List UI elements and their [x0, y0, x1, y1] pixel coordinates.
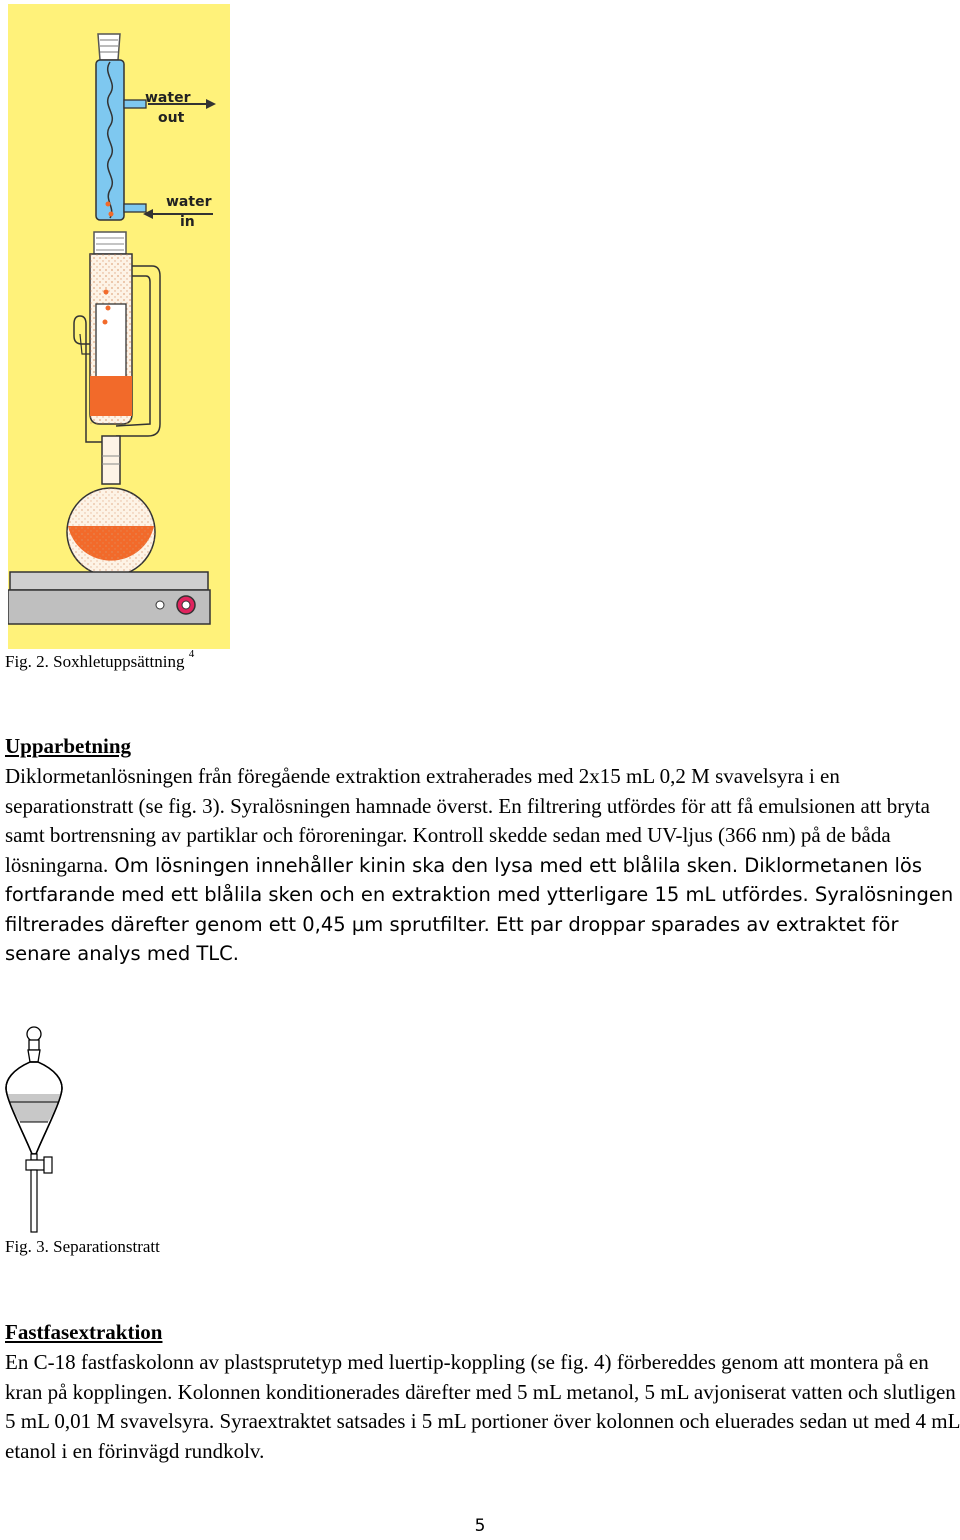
paragraph-segment-1: Diklormetanlösningen från föregående extraktion extraherades med 2x15 mL 0,2 M svavelsyra i en separationstratt (se fig. 3). Syralösningen hamnade överst. En filtrering utfördes för att få emulsionen att bryta samt bortrensning av partiklar och föroreningar. Kontroll skedde sedan med UV-ljus (366 nm) på de båda lösningarna.: [5, 764, 930, 877]
paragraph-fastfasextraktion: En C-18 fastfaskolonn av plastsprutetyp med luertip-koppling (se fig. 4) förbereddes genom att montera på en kran på kopplingen. Kolonnen konditionerades därefter med 5 mL metanol, 5 mL avjoniserat vatten och slutligen 5 mL 0,01 M svavelsyra. Syraextraktet satsades i 5 mL portioner över kolonnen och eluerades sedan ut med 4 mL etanol i en förinvägd rundkolv.: [5, 1350, 960, 1463]
paragraph-upparbetning: [5, 762, 960, 969]
soxhlet-figure: [8, 4, 230, 649]
water-out-label-2: out: [158, 110, 185, 126]
separatory-funnel-figure: [2, 1024, 72, 1234]
paragraph-segment-2: Om lösningen innehåller kinin ska den lysa med ett blålila sken. Diklormetanen lös fortfarande med ett blålila sken och en extraktion med ytterligare 15 mL utfördes. Syralösningen filtrerades därefter genom ett 0,45 µm sprutfilter. Ett par droppar sparades av extraktet för senare analys med TLC.: [5, 853, 954, 965]
figure-2-caption: Fig. 2. Soxhletuppsättning $^4$: [5, 648, 195, 671]
water-out-label-1: water: [145, 90, 191, 106]
figure-3-caption: Fig. 3. Separationstratt: [5, 1237, 160, 1256]
hotplate: [10, 572, 208, 590]
page-number: 5: [474, 1516, 486, 1536]
section-heading-fastfasextraktion: Fastfasextraktion: [5, 1320, 163, 1344]
footnote-reference: 4: [188, 648, 195, 660]
water-in-label-2: in: [180, 214, 195, 230]
water-in-label-1: water: [166, 194, 212, 210]
section-heading-upparbetning: Upparbetning: [5, 734, 132, 758]
